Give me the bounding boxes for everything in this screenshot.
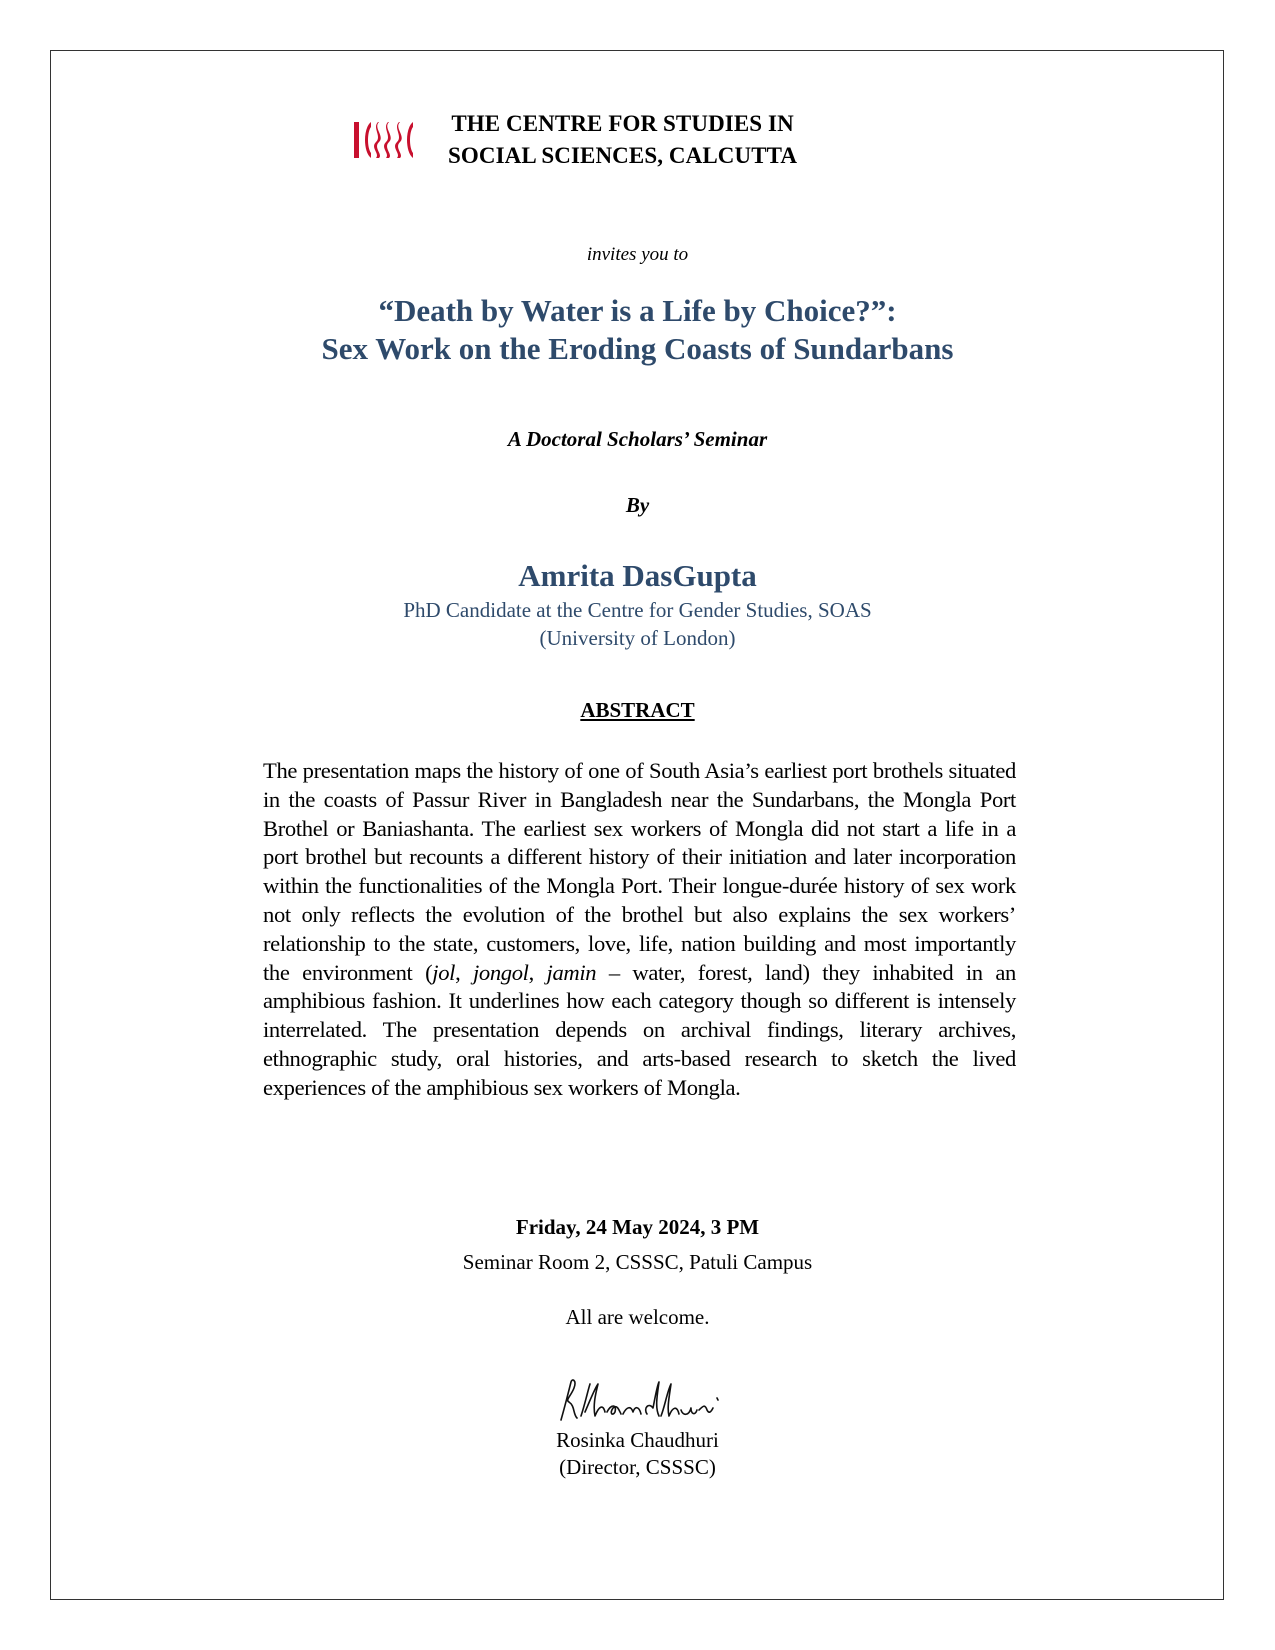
csssc-logo-icon xyxy=(352,118,414,162)
event-datetime: Friday, 24 May 2024, 3 PM xyxy=(515,1215,760,1239)
organization-name-line2: SOCIAL SCIENCES, CALCUTTA xyxy=(448,143,798,168)
organization-name xyxy=(448,108,797,172)
abstract-term-jongol: jongol xyxy=(472,959,529,985)
event-type: A Doctoral Scholars’ Seminar xyxy=(507,427,768,451)
abstract-term-jamin: jamin xyxy=(546,959,597,985)
abstract-body xyxy=(263,757,1016,1103)
signatory-name: Rosinka Chaudhuri xyxy=(556,1428,719,1452)
abstract-term-jol: jol xyxy=(432,959,456,985)
abstract-text-part1: The presentation maps the history of one of South Asia’s earliest port brothels situated in the coasts of Passur River in Bangladesh near the Sundarbans, the Mongla Port Brothel or Baniashanta. The earliest sex workers of Mongla did not start a life in a port brothel but recounts a different history of their initiation and later incorporation within the functionalities of the Mongla Port. Their longue-durée history of sex work not only reflects the evolution of the brothel but also explains the sex workers’ relationship to the state, customers, love, life, nation building and most importantly the environment ( xyxy=(263,758,1016,985)
seminar-title-line1: “Death by Water is a Life by Choice?”: xyxy=(378,293,897,328)
organization-name-line1: THE CENTRE FOR STUDIES IN xyxy=(451,111,794,136)
affiliation-line2: (University of London) xyxy=(539,626,736,650)
by-label: By xyxy=(625,493,650,517)
abstract-separator: , xyxy=(455,959,473,985)
speaker-affiliation xyxy=(0,596,1275,652)
event-venue: Seminar Room 2, CSSSC, Patuli Campus xyxy=(462,1250,813,1274)
affiliation-line1: PhD Candidate at the Centre for Gender Studies, SOAS xyxy=(403,598,872,622)
abstract-separator: , xyxy=(528,959,547,985)
seminar-title xyxy=(0,292,1275,368)
signatory-title: (Director, CSSSC) xyxy=(559,1455,716,1479)
speaker-name: Amrita DasGupta xyxy=(518,558,757,593)
welcome-note: All are welcome. xyxy=(565,1305,710,1329)
signatory-block xyxy=(0,1427,1275,1481)
seminar-title-line2: Sex Work on the Eroding Coasts of Sundarbans xyxy=(321,331,954,366)
abstract-heading: ABSTRACT xyxy=(580,698,695,722)
organization-header xyxy=(352,108,797,172)
invites-text: invites you to xyxy=(586,244,689,265)
abstract-text-part2: – water, forest, land) they inhabited in an amphibious fashion. It underlines how each category though so different is intensely interrelated. The presentation depends on archival findings, literary archives, ethnographic study, oral histories, and arts-based research to sketch the lived experiences of the amphibious sex workers of Mongla. xyxy=(263,959,1016,1100)
handwritten-signature-icon xyxy=(555,1376,725,1426)
